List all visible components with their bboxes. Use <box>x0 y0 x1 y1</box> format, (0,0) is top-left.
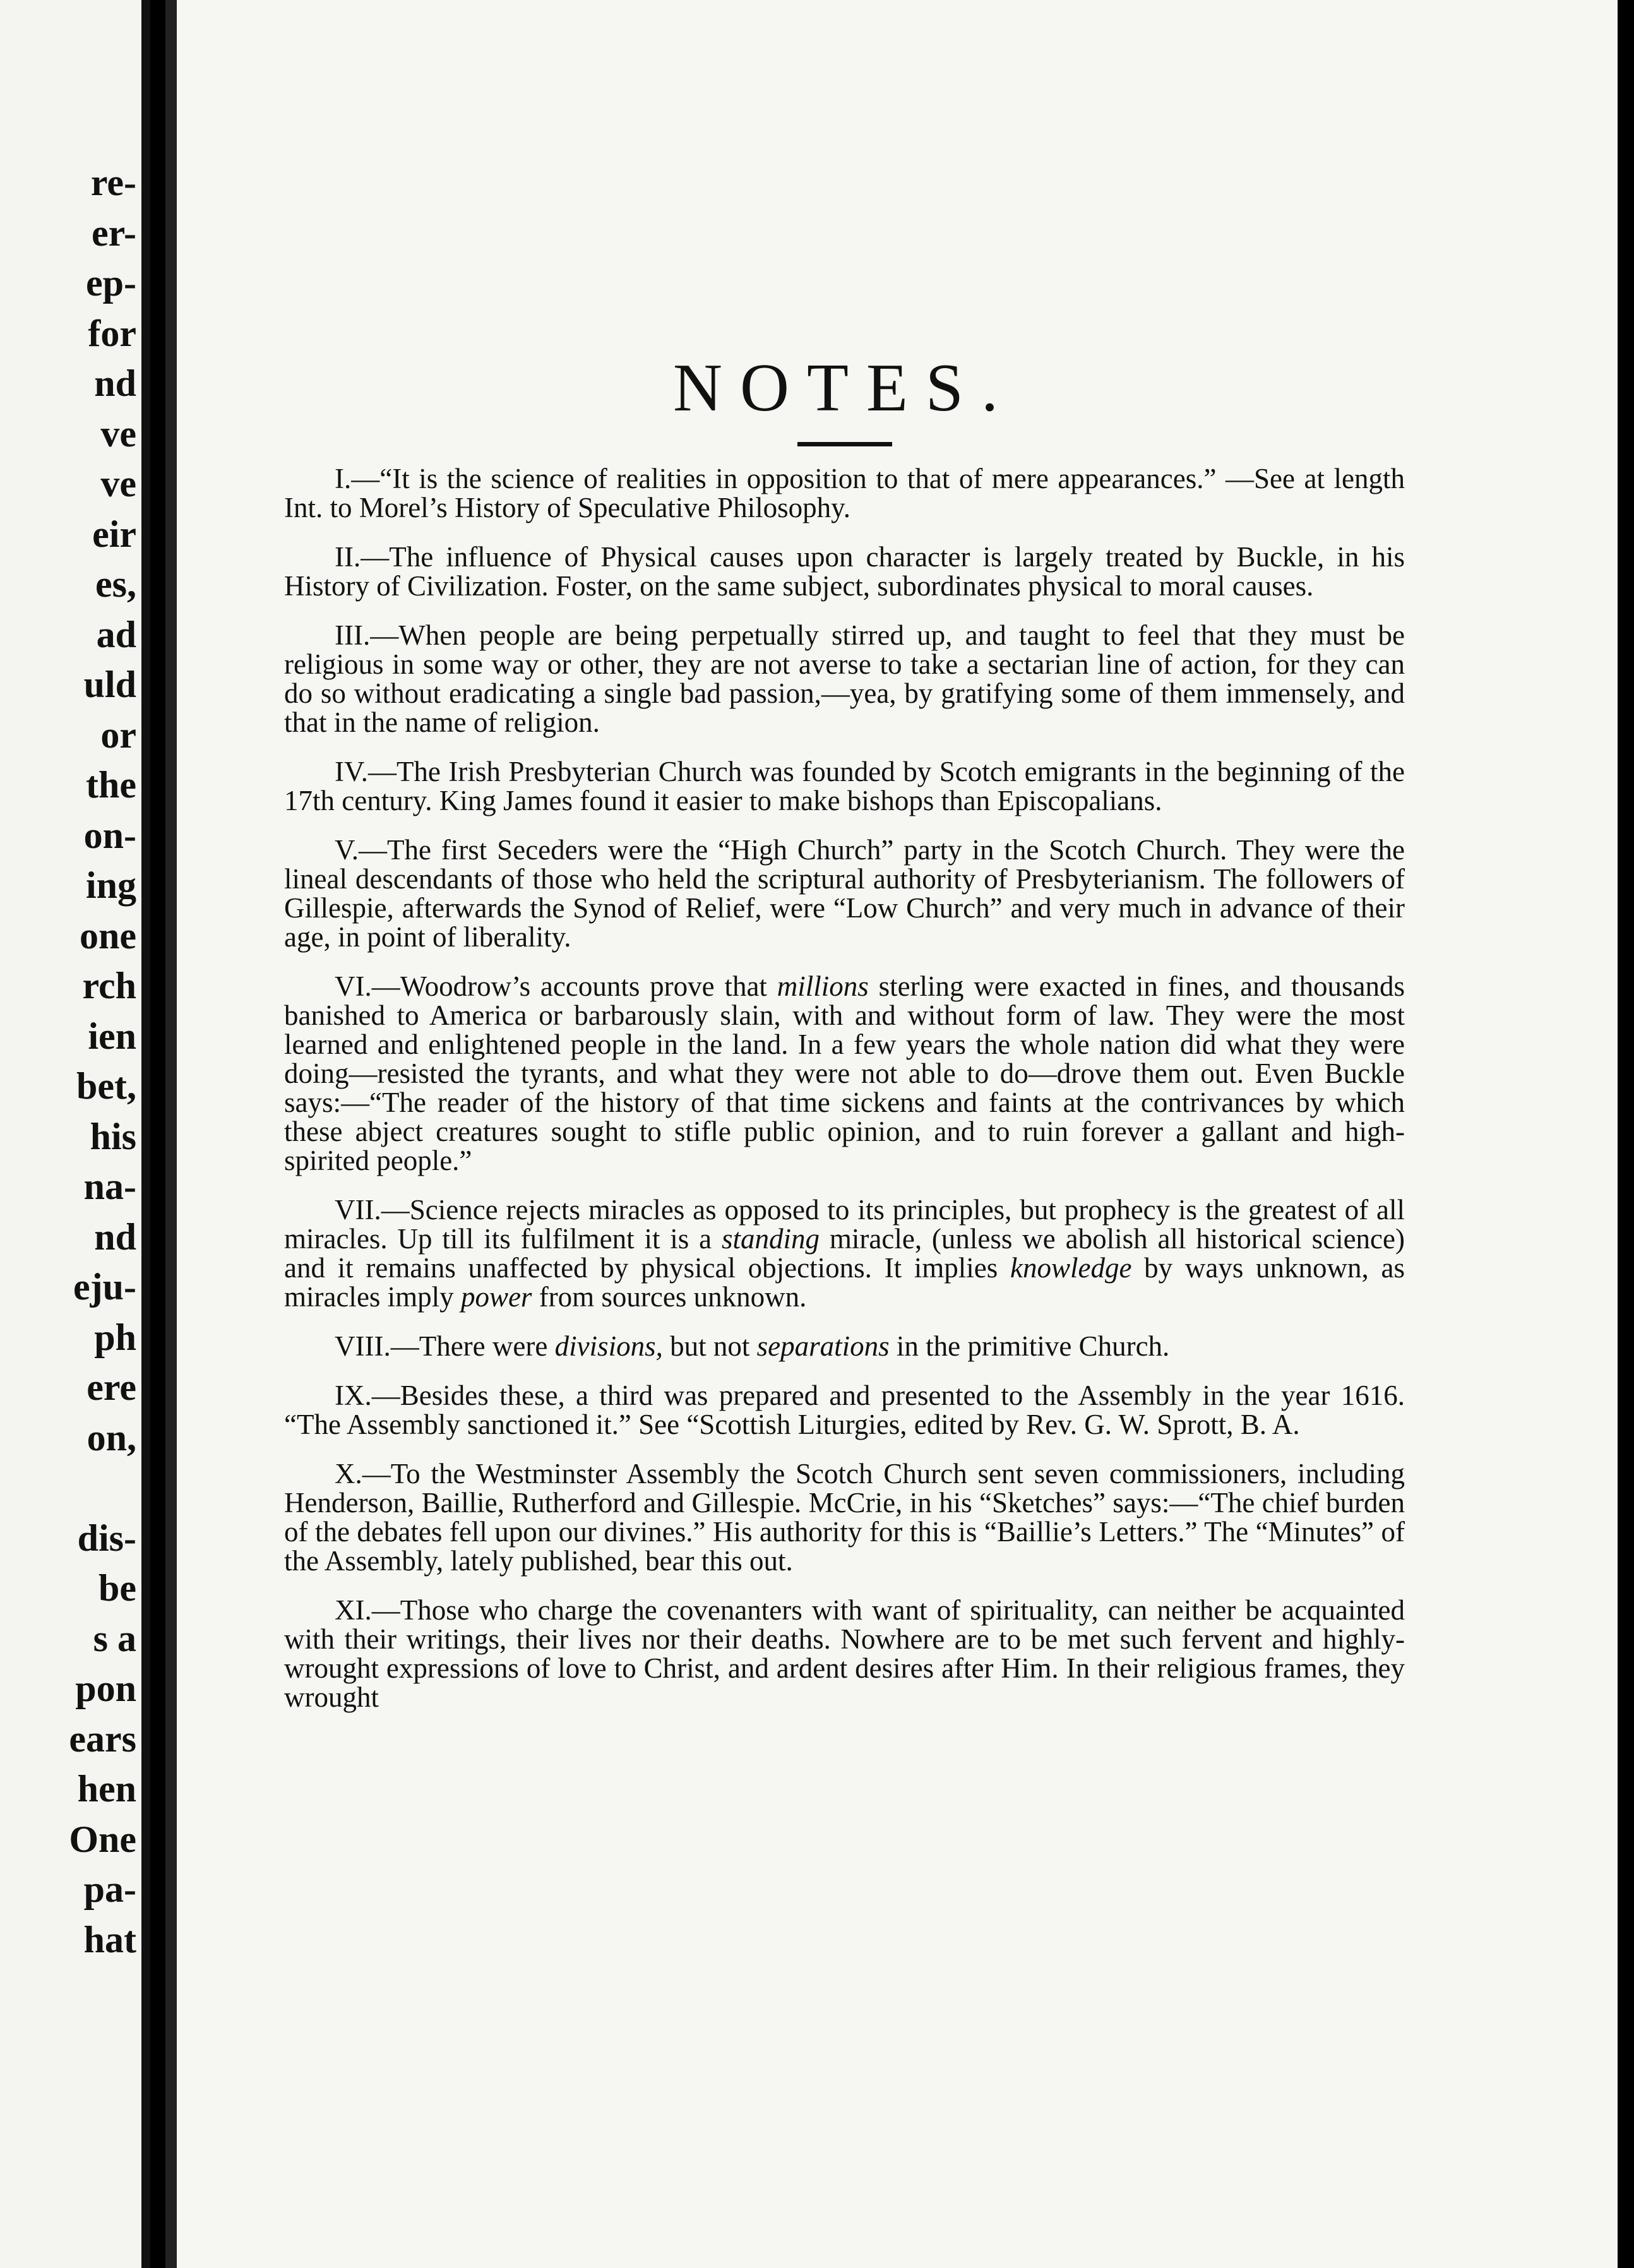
facing-page-fragment: on, <box>86 1416 136 1459</box>
facing-page-fragment: on- <box>83 814 136 856</box>
facing-page-fragment: es, <box>95 563 136 605</box>
facing-page-fragment: nd <box>94 362 136 404</box>
page-title: NOTES. <box>673 350 1016 426</box>
notes-page <box>165 0 1618 2268</box>
note-7: VII.—Science rejects miracles as opposed to its principles, but prophecy is the greatest of all miracles. Up till its fulfilment it is a standing miracle, (unless we abolish all historical science) and it remains unaffected by physical objections. It implies knowledge by ways unknown, as miracles imply power from sources unknown. <box>284 1194 1405 1313</box>
note-8: VIII.—There were divisions, but not separations in the primitive Church. <box>335 1330 1170 1362</box>
note-3: III.—When people are being perpetually stirred up, and taught to feel that they must be religious in some way or other, they are not averse to take a sectarian line of action, for they can do so without eradicating a single bad passion,—yea, by gratifying some of them immensely, and that in the name of religion. <box>284 619 1405 738</box>
note-9: IX.—Besides these, a third was prepared and presented to the Assembly in the year 1616. “The Assembly sanctioned it.” See “Scottish Liturgies, edited by Rev. G. W. Sprott, B. A. <box>284 1380 1405 1440</box>
facing-page-fragment: ep- <box>86 262 136 304</box>
facing-page-fragment: ph <box>94 1316 136 1358</box>
facing-page-fragment: ere <box>86 1366 136 1408</box>
page-text <box>284 347 1405 1732</box>
note-2: II.—The influence of Physical causes upon character is largely treated by Buckle, in his History of Civilization. Foster, on the same subject, subordinates physical to moral causes. <box>284 541 1405 602</box>
title-rule <box>797 442 892 446</box>
note-11: XI.—Those who charge the covenanters with want of spirituality, can neither be acquainted with their writings, their lives nor their deaths. Nowhere are to be met such fervent and highly-wrought expressions of love to Christ, and ardent desires after Him. In their religious frames, they wrought <box>284 1594 1405 1713</box>
facing-page-fragment: re- <box>90 162 136 203</box>
facing-page-fragment: ears <box>69 1717 136 1760</box>
facing-page-fragment: be <box>98 1567 136 1609</box>
note-5: V.—The first Seceders were the “High Church” party in the Scotch Church. They were the lineal descendants of those who held the scriptural authority of Presbyterianism. The followers of Gillespie, afterwards the Synod of Relief, were “Low Church” and very much in advance of their age, in point of liberality. <box>284 834 1405 953</box>
facing-page-fragment: eir <box>92 513 136 555</box>
facing-page-fragment: rch <box>82 965 136 1006</box>
note-6: VI.—Woodrow’s accounts prove that millions sterling were exacted in fines, and thousands banished to America or barbarously slain, with and without form of law. They were the most learned and enlightened people in the land. In a few years the whole nation did what they were doing—resisted the tyrants, and what they were not able to do—drove them out. Even Buckle says:—“The reader of the history of that time sickens and faints at the contrivances by which these abject creatures sought to stifle public opinion, and to ruin forever a gallant and high-spirited people.” <box>284 970 1405 1176</box>
facing-page-fragment: er- <box>91 212 136 254</box>
facing-page-fragment: s a <box>93 1617 136 1659</box>
facing-page-fragment: bet, <box>76 1065 136 1107</box>
note-10: X.—To the Westminster Assembly the Scotch Church sent seven commissioners, including Henderson, Baillie, Rutherford and Gillespie. McCrie, in his “Sketches” says:—“The chief burden of the debates fell upon our divines.” His authority for this is “Baillie’s Letters.” The “Minutes” of the Assembly, lately published, bear this out. <box>284 1458 1405 1577</box>
facing-page-fragment: na- <box>83 1166 136 1207</box>
facing-page-fragment: ve <box>100 463 136 504</box>
note-4: IV.—The Irish Presbyterian Church was founded by Scotch emigrants in the beginning of the 17th century. King James found it easier to make bishops than Episcopalians. <box>284 756 1405 816</box>
facing-page-fragment: nd <box>94 1215 136 1258</box>
facing-page-fragment: hen <box>77 1768 136 1810</box>
facing-page-fragment: the <box>86 764 136 806</box>
facing-page <box>0 0 150 2268</box>
facing-page-fragment: ing <box>85 864 136 906</box>
facing-page-fragment: uld <box>83 664 136 705</box>
facing-page-fragment: ien <box>88 1015 136 1057</box>
facing-page-fragment: One <box>69 1818 136 1860</box>
facing-page-fragment <box>0 1463 141 1513</box>
facing-page-fragment: pon <box>75 1668 136 1709</box>
facing-page-text-edge <box>0 158 141 1965</box>
facing-page-fragment: his <box>90 1115 136 1157</box>
facing-page-fragment: one <box>80 914 136 957</box>
facing-page-fragment: ve <box>100 412 136 455</box>
facing-page-fragment: hat <box>83 1918 136 1961</box>
facing-page-fragment: or <box>100 713 136 756</box>
facing-page-fragment: ad <box>96 613 136 655</box>
facing-page-fragment: for <box>88 312 136 354</box>
facing-page-fragment: pa- <box>83 1868 136 1910</box>
facing-page-fragment: dis- <box>77 1517 136 1559</box>
facing-page-fragment: eju- <box>73 1266 136 1308</box>
note-1: I.—“It is the science of realities in opposition to that of mere appearances.” —See at length Int. to Morel’s History of Speculative Philosophy. <box>284 463 1405 523</box>
